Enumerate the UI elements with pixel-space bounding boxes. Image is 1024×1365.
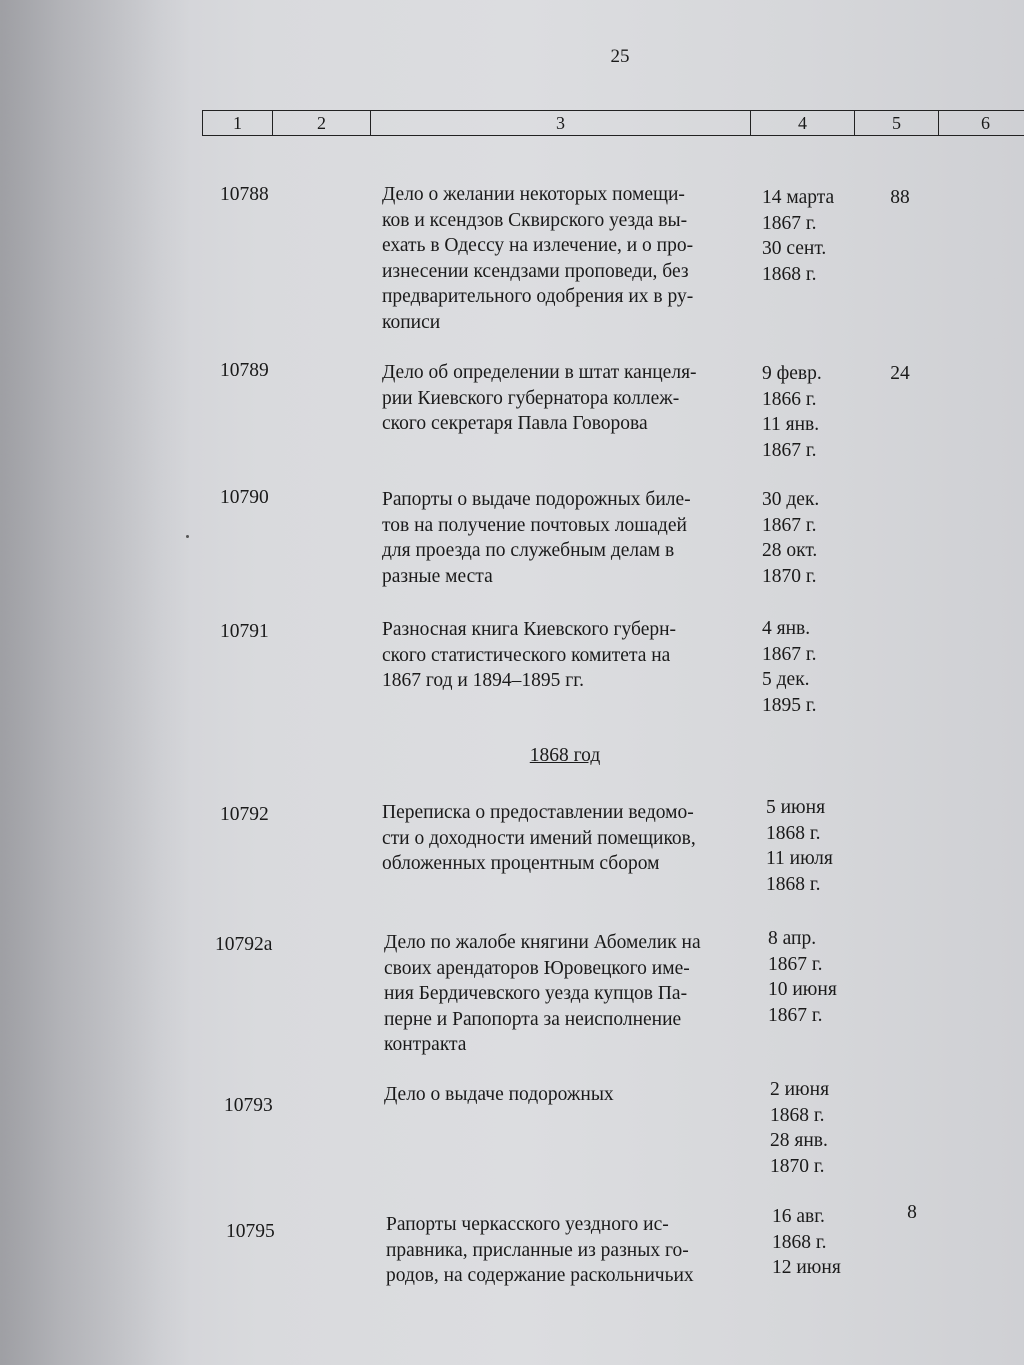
date-line: 1868 г. — [766, 873, 821, 895]
date-line: 1866 г. — [762, 388, 817, 410]
date-line: 1895 г. — [762, 694, 817, 716]
date-line: 28 янв. — [770, 1130, 828, 1152]
speck — [186, 535, 189, 538]
description-line: сти о доходности имений помещиков, — [382, 827, 696, 849]
date-line: 1868 г. — [766, 822, 821, 844]
column-header-2: 2 — [273, 111, 371, 136]
entry-sheet-count: 88 — [890, 187, 910, 208]
column-header-5: 5 — [855, 111, 939, 136]
description-line: правника, присланные из разных го- — [386, 1239, 689, 1261]
entry-dates — [762, 185, 872, 287]
description-line: кописи — [382, 311, 441, 333]
description-line: ского секретаря Павла Говорова — [382, 413, 648, 435]
description-line: для проезда по служебным делам в — [382, 540, 675, 562]
entry-sheet-count: 24 — [890, 363, 910, 384]
entry-sheet-count: 8 — [907, 1202, 917, 1223]
entry-dates — [762, 361, 872, 463]
date-line: 1868 г. — [772, 1231, 827, 1253]
date-line: 16 авг. — [772, 1206, 825, 1227]
description-line: изнесении ксендзами проповеди, без — [382, 260, 689, 282]
date-line: 1867 г. — [768, 953, 823, 975]
date-line: 4 янв. — [762, 618, 811, 639]
description-line: обложенных процентным сбором — [382, 853, 660, 875]
page-number: 25 — [610, 46, 630, 67]
description-line: контракта — [384, 1034, 467, 1056]
date-line: 10 июня — [768, 979, 837, 1001]
date-line: 1867 г. — [762, 643, 817, 665]
description-line: 1867 год и 1894–1895 гг. — [382, 670, 584, 692]
entry-number: 10795 — [226, 1221, 275, 1242]
entry-number: 10788 — [220, 184, 269, 205]
entry-description — [386, 1212, 756, 1289]
description-line: Разносная книга Киевского губерн- — [382, 619, 677, 640]
column-header-4: 4 — [751, 111, 855, 136]
date-line: 8 апр. — [768, 928, 817, 949]
description-line: тов на получение почтовых лошадей — [382, 514, 687, 536]
description-line: предварительного одобрения их в ру- — [382, 286, 694, 308]
description-line: ехать в Одессу на излечение, и о про- — [382, 235, 694, 257]
column-header-1: 1 — [203, 111, 273, 136]
description-line: рии Киевского губернатора коллеж- — [382, 387, 680, 409]
entry-description — [384, 1082, 754, 1108]
date-line: 30 сент. — [762, 238, 827, 260]
date-line: 1868 г. — [770, 1104, 825, 1126]
date-line: 9 февр. — [762, 363, 822, 384]
description-line: перне и Рапопорта за неисполнение — [384, 1008, 682, 1030]
entry-number: 10789 — [220, 360, 269, 381]
description-line: Дело о желании некоторых помещи- — [382, 184, 685, 205]
entry-dates — [772, 1204, 882, 1281]
description-line: Дело по жалобе княгини Абомелик на — [384, 932, 701, 953]
date-line: 30 дек. — [762, 489, 820, 510]
entry-number: 10793 — [224, 1095, 273, 1116]
entry-number: 10791 — [220, 621, 269, 642]
description-line: Дело о выдаче подорожных — [384, 1084, 614, 1105]
date-line: 2 июня — [770, 1079, 830, 1100]
column-header-table — [202, 110, 1024, 136]
entry-dates — [762, 616, 872, 718]
entry-description — [382, 800, 752, 877]
description-line: Переписка о предоставлении ведомо- — [382, 802, 694, 823]
description-line: родов, на содержание раскольничьих — [386, 1265, 694, 1287]
date-line: 1867 г. — [762, 439, 817, 461]
entry-number: 10790 — [220, 487, 269, 508]
date-line: 1867 г. — [768, 1004, 823, 1026]
entry-dates — [770, 1077, 880, 1179]
description-line: ния Бердичевского уезда купцов Па- — [384, 983, 688, 1005]
date-line: 11 июля — [766, 848, 833, 870]
date-line: 12 июня — [772, 1257, 841, 1279]
entry-description — [382, 487, 752, 589]
description-line: разные места — [382, 565, 493, 587]
description-line: своих арендаторов Юровецкого име- — [384, 957, 690, 979]
entry-number: 10792а — [215, 934, 273, 955]
entry-number: 10792 — [220, 804, 269, 825]
column-header-6: 6 — [939, 111, 1024, 136]
date-line: 1867 г. — [762, 212, 817, 234]
description-line: Дело об определении в штат канцеля- — [382, 362, 697, 383]
date-line: 1870 г. — [762, 565, 817, 587]
date-line: 1867 г. — [762, 514, 817, 536]
year-heading: 1868 год — [529, 745, 601, 766]
date-line: 11 янв. — [762, 414, 820, 436]
description-line: Рапорты о выдаче подорожных биле- — [382, 489, 691, 510]
description-line: ков и ксендзов Сквирского уезда вы- — [382, 209, 688, 231]
date-line: 5 дек. — [762, 669, 810, 691]
entry-description — [382, 617, 752, 694]
entry-description — [384, 930, 754, 1058]
entry-dates — [768, 926, 878, 1028]
page-shadow — [0, 0, 190, 1365]
date-line: 28 окт. — [762, 540, 818, 562]
date-line: 1868 г. — [762, 263, 817, 285]
column-header-3: 3 — [371, 111, 751, 136]
date-line: 14 марта — [762, 187, 835, 208]
description-line: ского статистического комитета на — [382, 644, 671, 666]
entry-dates — [766, 795, 876, 897]
date-line: 1870 г. — [770, 1155, 825, 1177]
entry-dates — [762, 487, 872, 589]
entry-description — [382, 182, 752, 336]
description-line: Рапорты черкасского уездного ис- — [386, 1214, 669, 1235]
date-line: 5 июня — [766, 797, 826, 818]
entry-description — [382, 360, 752, 437]
